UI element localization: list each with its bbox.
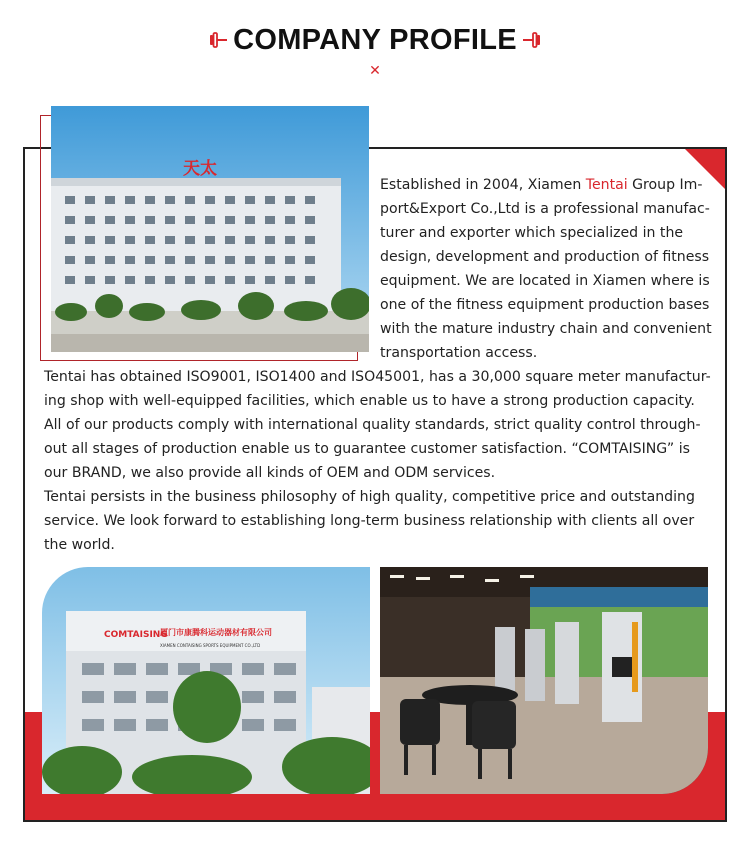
dumbbell-icon xyxy=(523,31,541,49)
office-sign-sub: XIAMEN CONTAISING SPORTS EQUIPMENT CO.,LTD xyxy=(160,643,261,648)
body-line: the world. xyxy=(44,537,115,553)
gym-showroom-photo xyxy=(380,567,708,794)
intro-line: Established in 2004, Xiamen Tentai Group Im- xyxy=(380,177,703,193)
body-line: out all stages of production enable us to guarantee customer satisfaction. “COMTAISING” is xyxy=(44,441,690,457)
title-wrap xyxy=(209,22,541,58)
body-line: ing shop with well-equipped facilities, which enable us to have a strong production capacity. xyxy=(44,393,695,409)
intro-line: with the mature industry chain and convenient xyxy=(380,321,712,337)
body-line: service. We look forward to establishing long-term business relationship with clients all over xyxy=(44,513,695,529)
page-title: COMPANY PROFILE xyxy=(233,24,517,56)
office-sign: 厦门市康腾科运动器材有限公司 xyxy=(160,628,272,637)
intro-line: one of the fitness equipment production bases xyxy=(380,297,710,313)
factory-sign: 天太 xyxy=(183,159,217,179)
office-building-photo xyxy=(42,567,370,794)
close-icon: ✕ xyxy=(369,63,381,79)
body-line: All of our products comply with international quality standards, strict quality control through- xyxy=(44,417,701,433)
dumbbell-icon xyxy=(209,31,227,49)
intro-line: equipment. We are located in Xiamen where is xyxy=(380,273,710,289)
body-line: our BRAND, we also provide all kinds of OEM and ODM services. xyxy=(44,465,496,481)
factory-building-photo xyxy=(51,106,369,352)
body-paragraph xyxy=(44,365,712,557)
intro-line: turer and exporter which specialized in the xyxy=(380,225,684,241)
office-brand-logo: COMTAISING xyxy=(104,630,168,640)
body-line: Tentai persists in the business philosophy of high quality, competitive price and outstanding xyxy=(44,489,695,505)
intro-line: port&Export Co.,Ltd is a professional manufac- xyxy=(380,201,710,217)
intro-line: design, development and production of fitness xyxy=(380,249,710,265)
body-line: Tentai has obtained ISO9001, ISO1400 and ISO45001, has a 30,000 square meter manufactur- xyxy=(44,369,711,385)
intro-paragraph xyxy=(380,173,714,365)
page-header xyxy=(0,18,750,62)
intro-line: transportation access. xyxy=(380,345,538,361)
brand-highlight: Tentai xyxy=(585,177,628,193)
